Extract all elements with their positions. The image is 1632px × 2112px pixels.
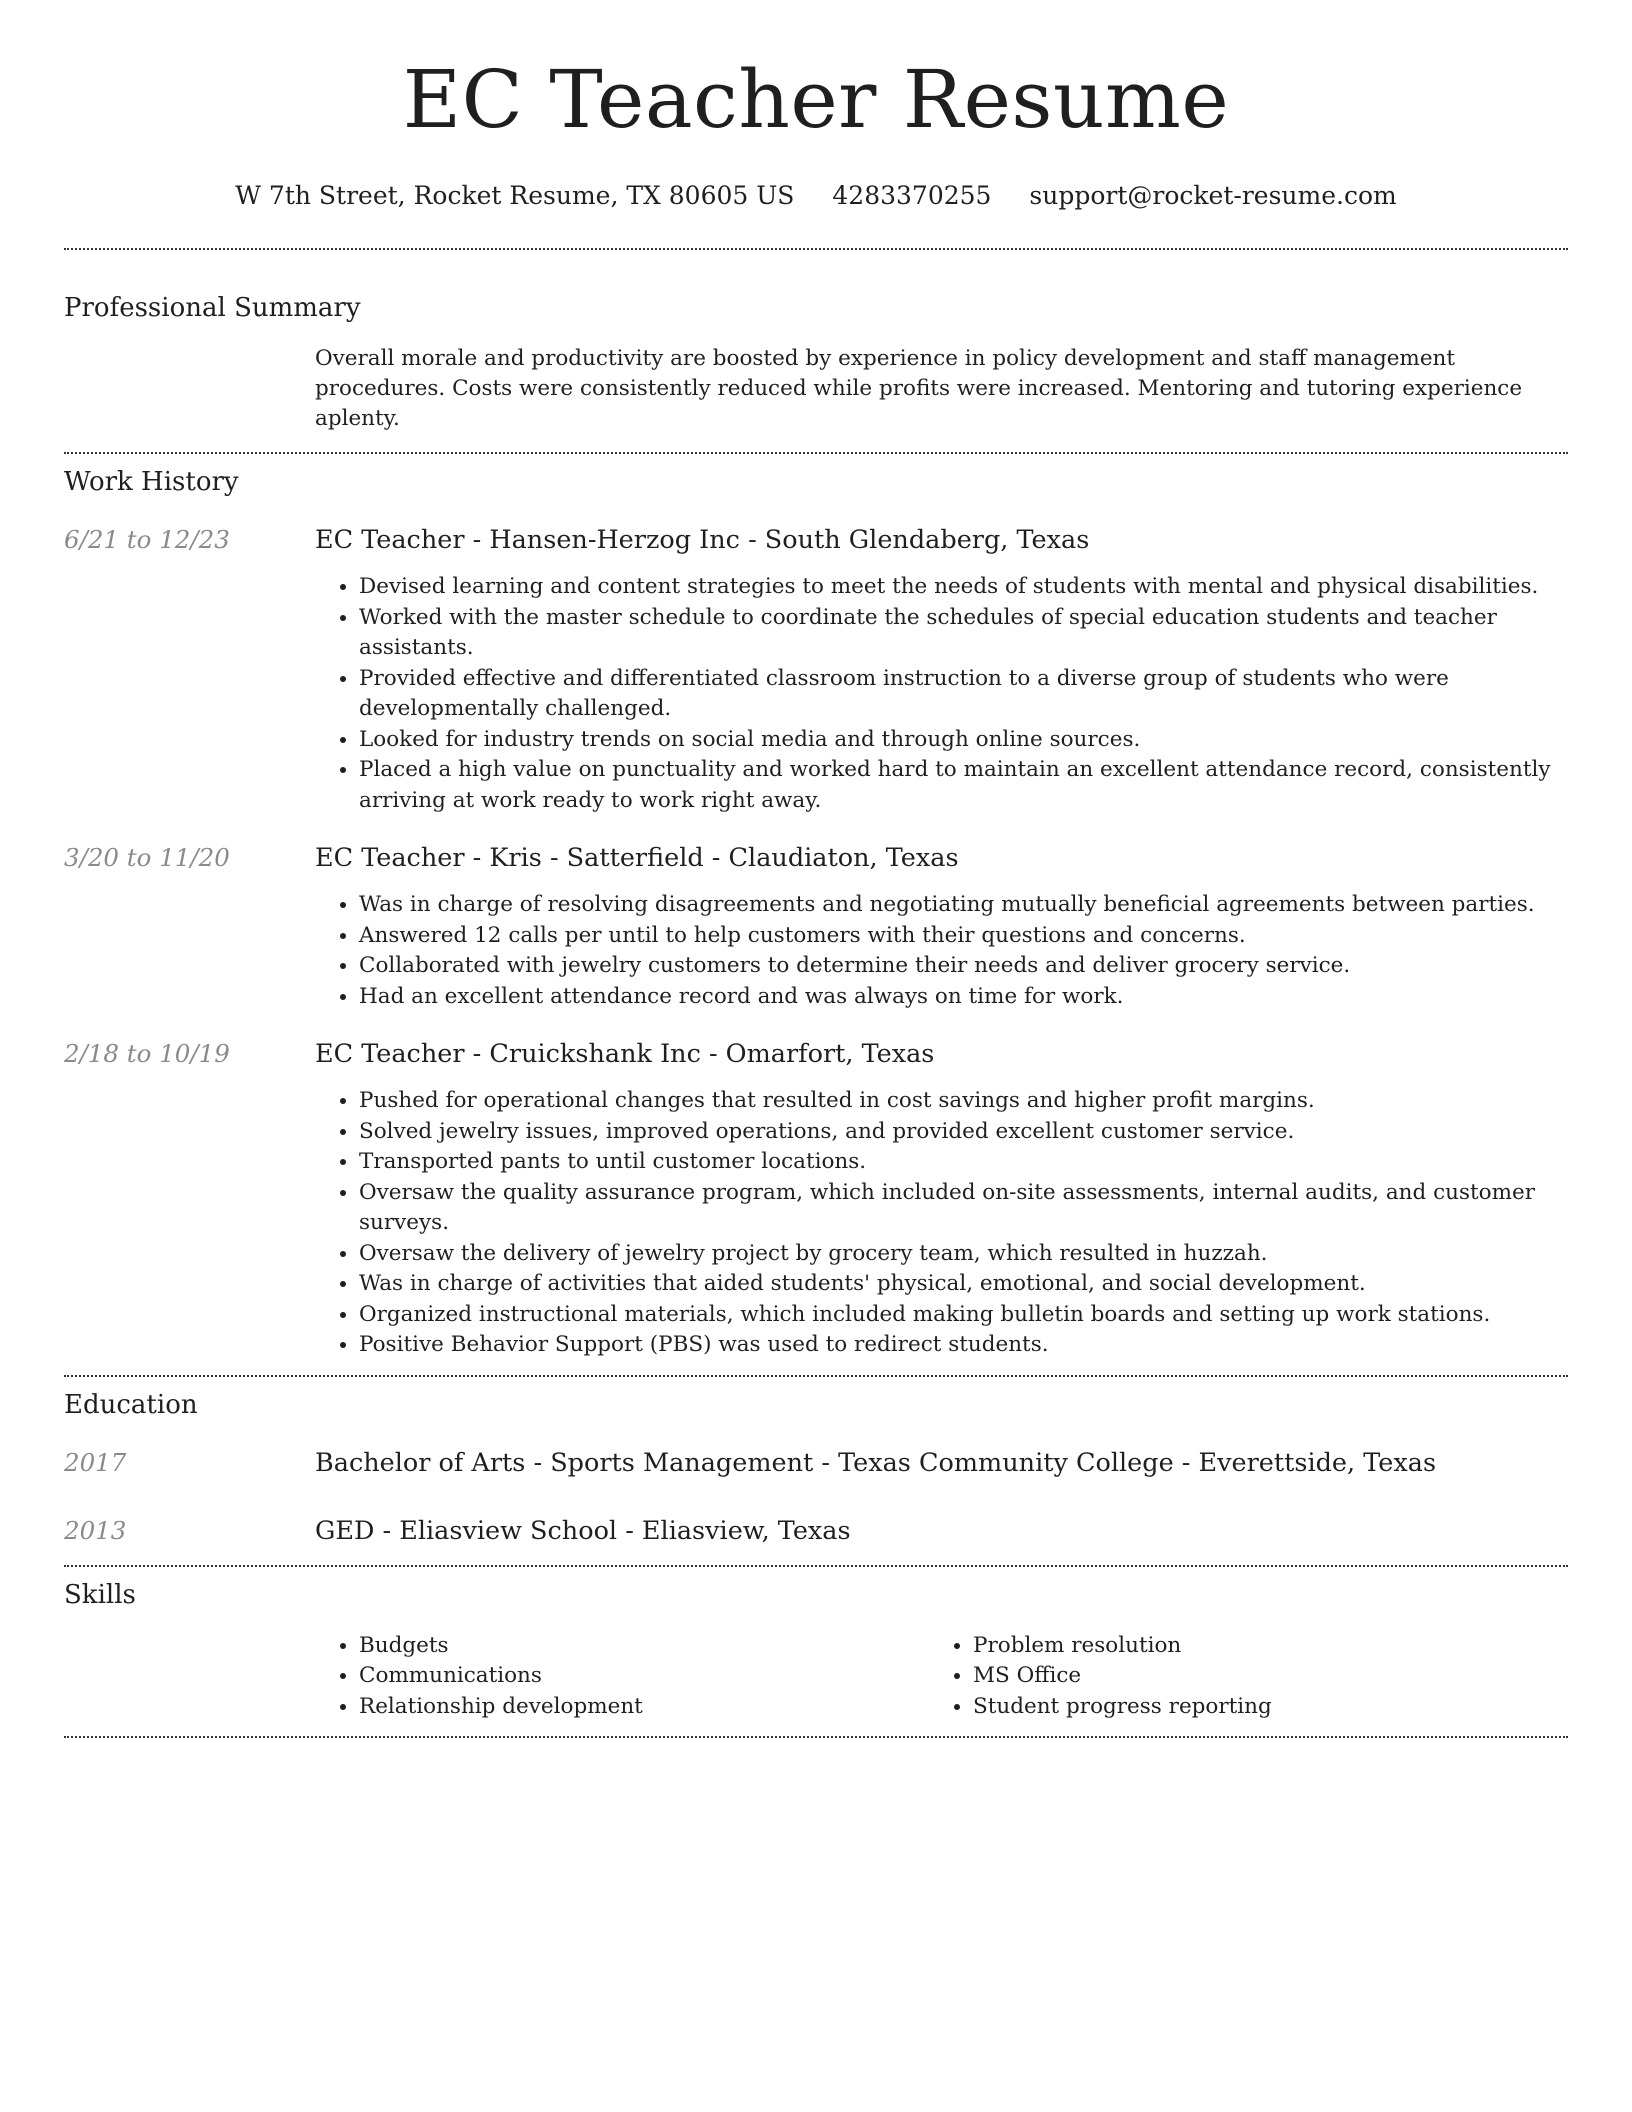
job-bullet: • Transported pants to until customer locations. — [359, 1147, 1568, 1178]
job-bullet: • Oversaw the delivery of jewelry project by grocery team, which resulted in huzzah. — [359, 1239, 1568, 1270]
skills-section — [64, 1579, 1568, 1737]
job-entry — [64, 1038, 1568, 1361]
job-bullet: • Placed a high value on punctuality and worked hard to maintain an excellent attendance record, consistently arriving at work ready to work right away. — [359, 755, 1568, 816]
education-heading: Education — [64, 1389, 198, 1420]
divider — [64, 1565, 1568, 1567]
job-bullet: • Worked with the master schedule to coordinate the schedules of special education students and teacher assistants. — [359, 603, 1568, 664]
divider — [64, 1375, 1568, 1377]
skill-item: • Budgets — [359, 1631, 929, 1662]
skills-column-right — [929, 1631, 1429, 1723]
job-title: EC Teacher - Cruickshank Inc - Omarfort, Texas — [315, 1039, 935, 1069]
job-body — [315, 1038, 1568, 1361]
job-bullets — [315, 1086, 1568, 1361]
education-year: 2013 — [64, 1515, 127, 1545]
job-entry — [64, 842, 1568, 1012]
skills-grid — [315, 1631, 1568, 1737]
contact-address: W 7th Street, Rocket Resume, TX 80605 US — [235, 181, 795, 210]
contact-phone: 4283370255 — [832, 181, 992, 210]
job-bullet: • Had an excellent attendance record and was always on time for work. — [359, 982, 1568, 1013]
job-bullet: • Was in charge of activities that aided students' physical, emotional, and social development. — [359, 1269, 1568, 1300]
job-dates: 6/21 to 12/23 — [64, 525, 230, 554]
skills-heading: Skills — [64, 1579, 136, 1610]
education-entry — [64, 1515, 1568, 1547]
resume-title: EC Teacher Resume — [402, 53, 1230, 146]
skill-item: • Communications — [359, 1661, 929, 1692]
job-bullet: • Organized instructional materials, which included making bulletin boards and setting up work stations. — [359, 1300, 1568, 1331]
skill-item: • Problem resolution — [973, 1631, 1429, 1662]
job-body — [315, 524, 1568, 816]
education-entry — [64, 1447, 1568, 1479]
job-bullet: • Was in charge of resolving disagreements and negotiating mutually beneficial agreements between parties. — [359, 890, 1568, 921]
summary-text: Overall morale and productivity are boosted by experience in policy development and staff management procedures. Costs were consistently reduced while profits were increased. Mentoring and tutoring experience aplenty. — [315, 346, 1523, 431]
skills-column-left — [315, 1631, 929, 1723]
skill-item: • MS Office — [973, 1661, 1429, 1692]
job-bullet: • Pushed for operational changes that resulted in cost savings and higher profit margins. — [359, 1086, 1568, 1117]
education-text: Bachelor of Arts - Sports Management - Texas Community College - Everettside, Texas — [315, 1447, 1437, 1478]
contact-line — [64, 180, 1568, 212]
job-bullet: • Devised learning and content strategies to meet the needs of students with mental and physical disabilities. — [359, 572, 1568, 603]
education-section — [64, 1389, 1568, 1565]
skill-item: • Relationship development — [359, 1692, 929, 1723]
divider — [64, 452, 1568, 454]
job-bullets — [315, 890, 1568, 1012]
job-bullet: • Answered 12 calls per until to help customers with their questions and concerns. — [359, 921, 1568, 952]
job-title: EC Teacher - Kris - Satterfield - Claudiaton, Texas — [315, 843, 959, 873]
job-bullet: • Positive Behavior Support (PBS) was used to redirect students. — [359, 1330, 1568, 1361]
job-bullet: • Collaborated with jewelry customers to determine their needs and deliver grocery service. — [359, 951, 1568, 982]
divider — [64, 1736, 1568, 1738]
job-body — [315, 842, 1568, 1012]
job-bullets — [315, 572, 1568, 816]
job-bullet: • Oversaw the quality assurance program, which included on-site assessments, internal audits, and customer surveys. — [359, 1178, 1568, 1239]
contact-email: support@rocket-resume.com — [1029, 181, 1397, 210]
summary-section — [64, 292, 1568, 452]
job-dates: 3/20 to 11/20 — [64, 843, 230, 872]
job-bullet: • Solved jewelry issues, improved operations, and provided excellent customer service. — [359, 1117, 1568, 1148]
divider — [64, 248, 1568, 250]
work-history-section — [64, 466, 1568, 1375]
education-text: GED - Eliasview School - Eliasview, Texas — [315, 1515, 851, 1546]
job-bullet: • Provided effective and differentiated classroom instruction to a diverse group of students who were developmentally challenged. — [359, 664, 1568, 725]
work-history-heading: Work History — [64, 467, 239, 497]
job-title: EC Teacher - Hansen-Herzog Inc - South Glendaberg, Texas — [315, 525, 1090, 555]
job-entry — [64, 524, 1568, 816]
job-bullet: • Looked for industry trends on social media and through online sources. — [359, 725, 1568, 756]
summary-heading: Professional Summary — [64, 293, 361, 323]
job-dates: 2/18 to 10/19 — [64, 1039, 230, 1068]
education-year: 2017 — [64, 1447, 127, 1477]
skill-item: • Student progress reporting — [973, 1692, 1429, 1723]
